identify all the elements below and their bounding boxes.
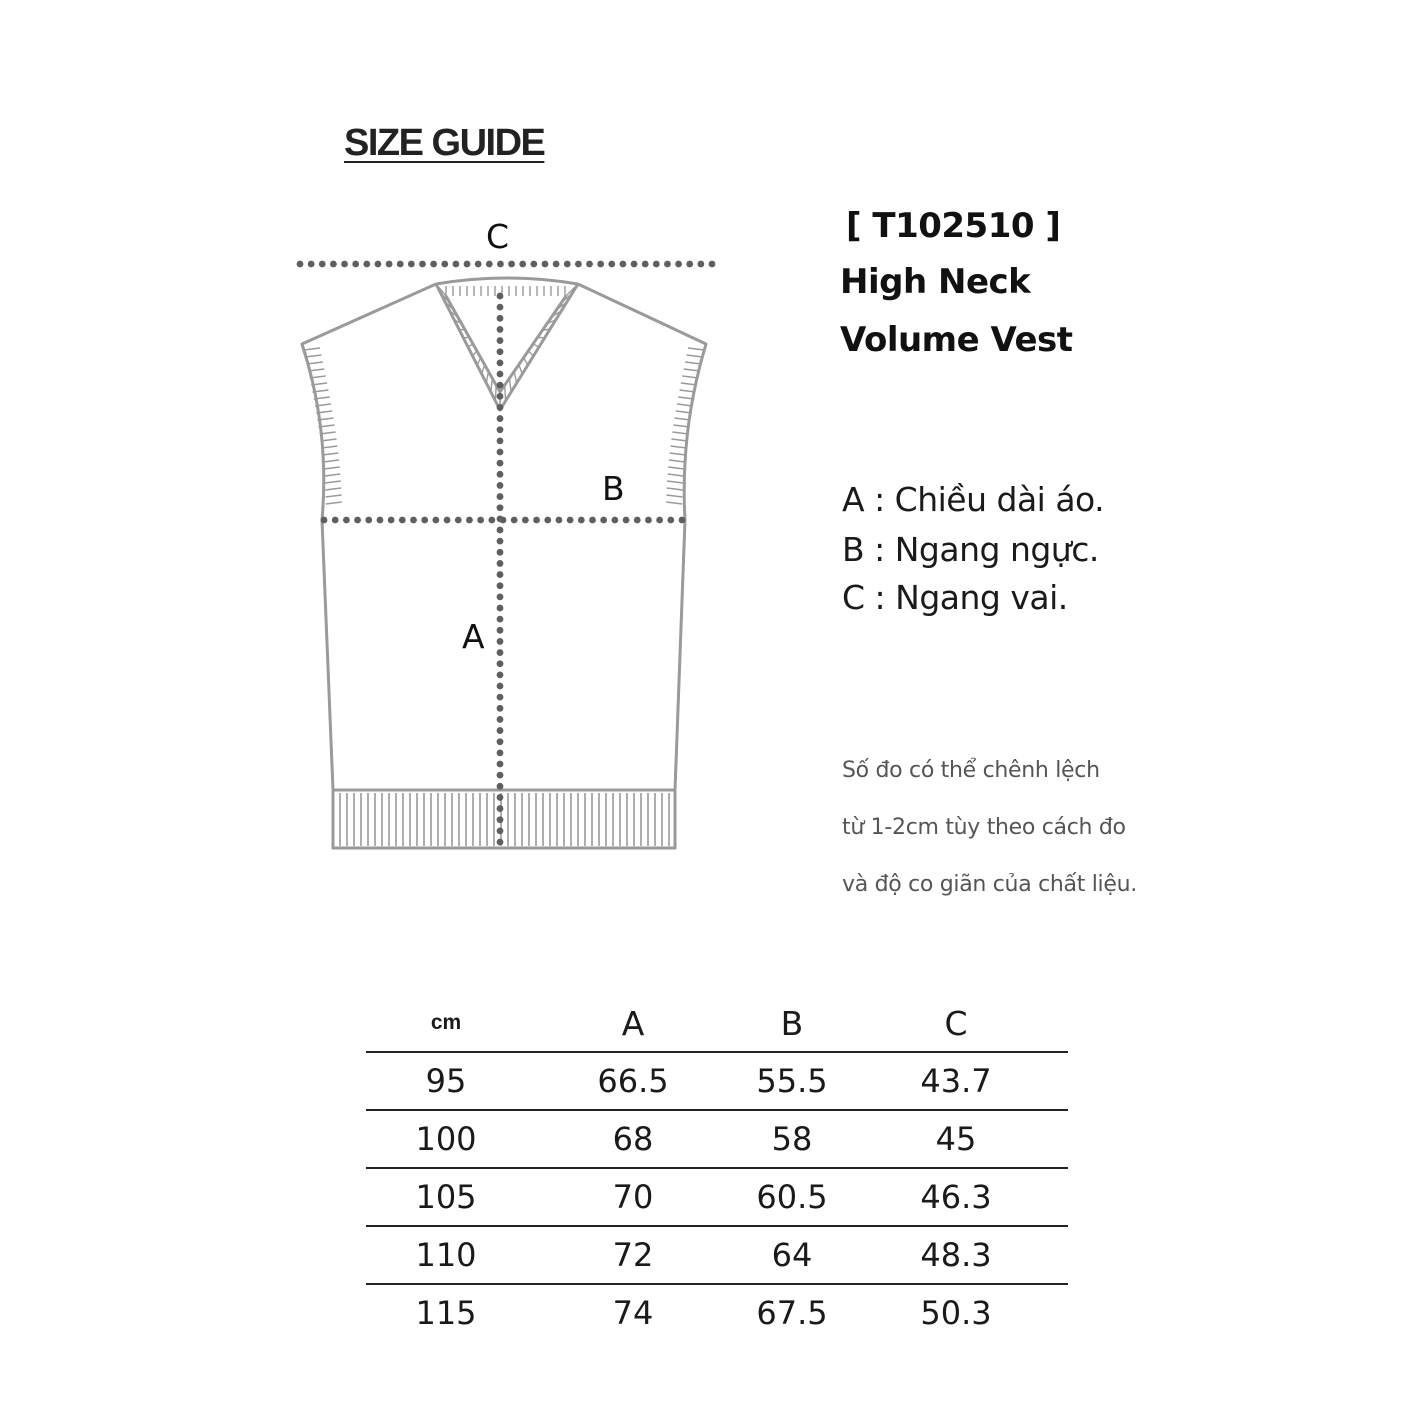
measure-dot-b (477, 517, 484, 524)
measure-dot-c (419, 261, 426, 268)
measure-dot-c (553, 261, 560, 268)
measure-line-c (297, 261, 716, 268)
measure-dot-a (497, 805, 504, 812)
cell-size: 105 (366, 1168, 526, 1226)
measure-dot-c (664, 261, 671, 268)
measure-dot-c (686, 261, 693, 268)
cell-size: 95 (366, 1052, 526, 1110)
measure-dot-a (497, 694, 504, 701)
measure-dot-b (567, 517, 574, 524)
cell-size: 110 (366, 1226, 526, 1284)
measure-dot-a (497, 716, 504, 723)
measure-dot-c (530, 261, 537, 268)
measure-dot-b (410, 517, 417, 524)
measure-dot-a (497, 816, 504, 823)
measure-dot-c (597, 261, 604, 268)
measure-dot-a (497, 749, 504, 756)
measure-dot-a (497, 671, 504, 678)
measure-dot-c (675, 261, 682, 268)
legend-a: A : Chiều dài áo. (842, 480, 1105, 519)
measure-dot-b (623, 517, 630, 524)
measure-dot-b (511, 517, 518, 524)
rib-stroke (325, 488, 341, 490)
measure-dot-c (642, 261, 649, 268)
measure-dot-c (430, 261, 437, 268)
measure-dot-c (497, 261, 504, 268)
measure-dot-a (497, 493, 504, 500)
measure-dot-b (634, 517, 641, 524)
table-row (366, 1168, 1068, 1226)
measure-dot-a (497, 393, 504, 400)
measure-dot-a (497, 761, 504, 768)
table-row (366, 1226, 1068, 1284)
measure-dot-b (522, 517, 529, 524)
measure-dot-a (497, 315, 504, 322)
measure-dot-b (556, 517, 563, 524)
rib-stroke (670, 453, 686, 455)
page-title: SIZE GUIDE (344, 122, 545, 164)
rib-stroke (324, 467, 340, 469)
measure-dot-c (575, 261, 582, 268)
measure-dot-a (497, 593, 504, 600)
header-c: C (844, 995, 1068, 1052)
measure-dot-a (497, 293, 504, 300)
measure-dot-b (321, 517, 328, 524)
cell-a: 74 (612, 1294, 654, 1332)
vest-diagram (0, 0, 760, 900)
hem-ribbing (340, 793, 669, 846)
measure-dot-a (497, 616, 504, 623)
note-line-3: và độ co giãn của chất liệu. (842, 872, 1137, 897)
product-name-line-2: Volume Vest (840, 320, 1073, 360)
measure-dot-a (497, 638, 504, 645)
measure-dot-a (497, 839, 504, 846)
measure-dot-a (497, 549, 504, 556)
rib-stroke (322, 453, 338, 455)
product-code: [ T102510 ] (846, 206, 1061, 246)
header-a: A (526, 995, 740, 1052)
cell-a: 68 (526, 1110, 740, 1168)
table-row (366, 1284, 1068, 1341)
measure-dot-c (308, 261, 315, 268)
cell-a: 72 (526, 1226, 740, 1284)
rib-stroke (326, 502, 342, 504)
measure-dot-a (497, 538, 504, 545)
measure-dot-c (341, 261, 348, 268)
neck-ribbing (436, 284, 578, 410)
measure-dot-c (452, 261, 459, 268)
measure-dot-b (656, 517, 663, 524)
measure-dot-c (631, 261, 638, 268)
rib-stroke (688, 348, 704, 350)
cell-b: 64 (740, 1226, 844, 1284)
measure-dot-c (709, 261, 716, 268)
measure-dot-b (611, 517, 618, 524)
measure-dot-a (497, 449, 504, 456)
rib-stroke (668, 467, 684, 469)
measure-dot-c (319, 261, 326, 268)
measure-dot-b (354, 517, 361, 524)
measure-dot-c (542, 261, 549, 268)
cell-c: 46.3 (844, 1168, 1068, 1226)
measure-dot-a (497, 571, 504, 578)
label-c: C (486, 217, 510, 256)
cell-c: 45 (844, 1110, 1068, 1168)
cell-size: 115 (415, 1294, 477, 1332)
measure-dot-c (352, 261, 359, 268)
measure-dot-a (497, 527, 504, 534)
measure-dot-b (399, 517, 406, 524)
cell-c: 48.3 (844, 1226, 1068, 1284)
table-row (366, 1052, 1068, 1110)
measure-dot-c (620, 261, 627, 268)
measure-dot-a (497, 504, 504, 511)
rib-stroke (671, 446, 687, 448)
measure-dot-b (488, 517, 495, 524)
measure-dot-b (679, 517, 686, 524)
measure-line-a (497, 293, 504, 846)
measure-dot-b (667, 517, 674, 524)
measure-dot-c (486, 261, 493, 268)
product-name-line-1: High Neck (840, 262, 1031, 302)
cell-c: 50.3 (920, 1294, 992, 1332)
note-line-1: Số đo có thể chênh lệch (842, 758, 1100, 783)
measure-dot-a (497, 649, 504, 656)
label-a: A (462, 617, 485, 656)
note-line-2: từ 1-2cm tùy theo cách đo (842, 815, 1126, 840)
armhole-ribbing (304, 348, 704, 504)
rib-stroke (668, 474, 684, 476)
cell-a: 70 (526, 1168, 740, 1226)
measure-dot-a (497, 460, 504, 467)
measure-dot-c (375, 261, 382, 268)
measure-dot-c (441, 261, 448, 268)
measure-dot-a (497, 772, 504, 779)
rib-stroke (324, 474, 340, 476)
measure-dot-c (564, 261, 571, 268)
measure-dot-c (697, 261, 704, 268)
cell-b: 55.5 (740, 1052, 844, 1110)
cell-b: 60.5 (740, 1168, 844, 1226)
table-header-row (366, 995, 1068, 1052)
measure-dot-a (497, 683, 504, 690)
rib-stroke (666, 502, 682, 504)
measure-dot-b (466, 517, 473, 524)
header-b: B (740, 995, 844, 1052)
measure-dot-a (497, 471, 504, 478)
measure-dot-c (297, 261, 304, 268)
cell-b: 67.5 (756, 1294, 828, 1332)
rib-stroke (669, 460, 685, 462)
measure-dot-a (497, 738, 504, 745)
measure-dot-c (508, 261, 515, 268)
measure-dot-a (497, 627, 504, 634)
rib-stroke (671, 439, 687, 441)
rib-stroke (685, 362, 701, 364)
measure-dot-b (578, 517, 585, 524)
measure-dot-c (608, 261, 615, 268)
cell-size: 100 (366, 1110, 526, 1168)
measure-dot-a (497, 515, 504, 522)
measure-dot-b (544, 517, 551, 524)
measure-dot-a (497, 582, 504, 589)
measure-dot-b (332, 517, 339, 524)
header-unit: cm (366, 995, 526, 1052)
measure-dot-c (519, 261, 526, 268)
measure-dot-a (497, 727, 504, 734)
label-b: B (602, 469, 625, 508)
measure-dot-a (497, 304, 504, 311)
measure-dot-c (397, 261, 404, 268)
measure-dot-a (497, 794, 504, 801)
rib-stroke (666, 495, 682, 497)
measure-dot-b (589, 517, 596, 524)
measure-dot-a (497, 359, 504, 366)
cell-c: 43.7 (844, 1052, 1068, 1110)
measure-dot-c (653, 261, 660, 268)
measure-dot-a (497, 560, 504, 567)
measure-dot-b (533, 517, 540, 524)
measure-dot-b (421, 517, 428, 524)
measure-dot-a (497, 337, 504, 344)
measure-dot-c (408, 261, 415, 268)
rib-stroke (667, 481, 683, 483)
measure-dot-a (497, 382, 504, 389)
rib-stroke (325, 481, 341, 483)
measure-dot-c (363, 261, 370, 268)
measure-dot-b (343, 517, 350, 524)
measure-dot-b (600, 517, 607, 524)
measure-dot-c (475, 261, 482, 268)
measure-dot-a (497, 605, 504, 612)
legend-c: C : Ngang vai. (842, 578, 1068, 617)
rib-stroke (323, 460, 339, 462)
rib-stroke (326, 495, 342, 497)
measure-dot-a (497, 426, 504, 433)
measure-dot-b (432, 517, 439, 524)
rib-stroke (304, 348, 320, 350)
rib-stroke (687, 355, 703, 357)
measure-dot-b (645, 517, 652, 524)
measure-dot-a (497, 783, 504, 790)
measure-dot-a (497, 371, 504, 378)
measure-dot-a (497, 482, 504, 489)
measure-dot-c (586, 261, 593, 268)
measure-dot-c (464, 261, 471, 268)
measure-dot-b (377, 517, 384, 524)
measure-dot-b (455, 517, 462, 524)
measure-dot-b (444, 517, 451, 524)
cell-a: 66.5 (526, 1052, 740, 1110)
vest-outline (302, 278, 706, 848)
cell-b: 58 (740, 1110, 844, 1168)
measure-dot-a (497, 326, 504, 333)
measure-dot-a (497, 827, 504, 834)
measure-dot-b (365, 517, 372, 524)
measure-dot-a (497, 437, 504, 444)
measure-dot-a (497, 415, 504, 422)
measure-dot-a (497, 660, 504, 667)
measure-dot-a (497, 348, 504, 355)
measure-dot-b (388, 517, 395, 524)
measure-dot-a (497, 404, 504, 411)
rib-stroke (667, 488, 683, 490)
measure-dot-c (386, 261, 393, 268)
legend-b: B : Ngang ngực. (842, 530, 1099, 569)
measure-dot-a (497, 705, 504, 712)
measure-dot-c (330, 261, 337, 268)
table-row (366, 1110, 1068, 1168)
rib-stroke (305, 355, 321, 357)
size-table (366, 995, 1068, 1341)
